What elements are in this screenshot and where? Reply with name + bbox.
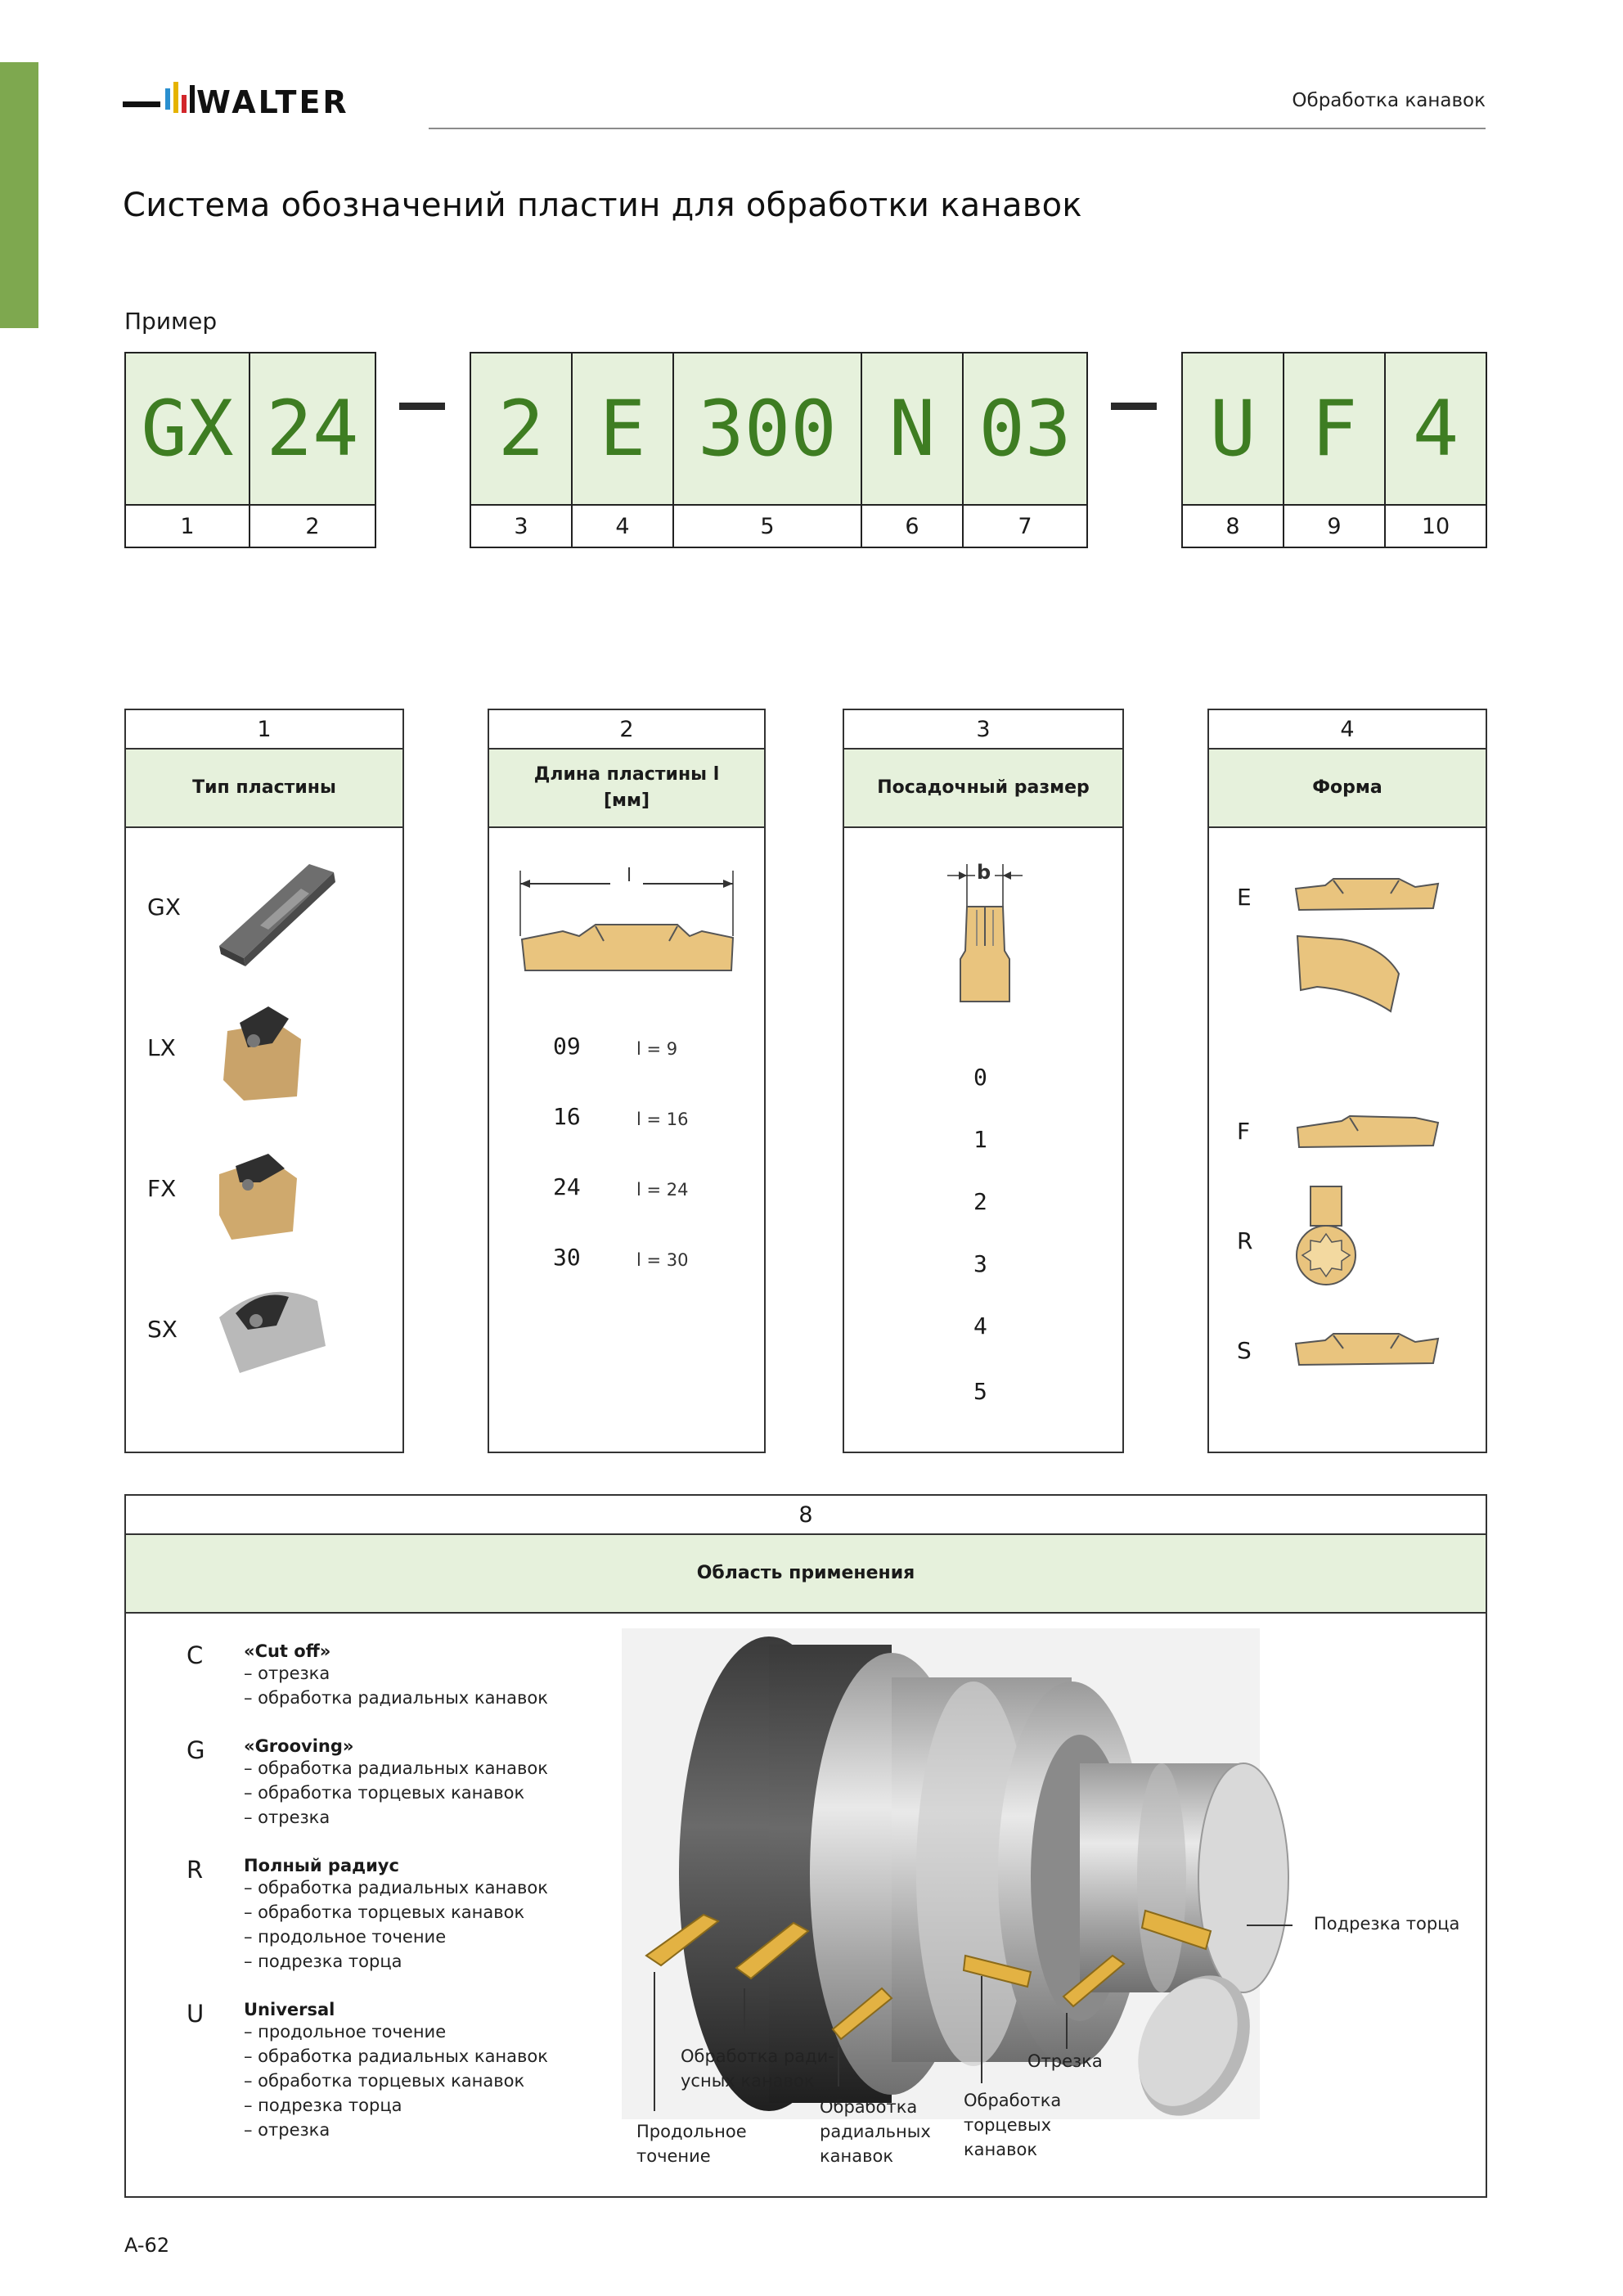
- application-title: Universal: [244, 2000, 335, 2019]
- length-code-09: 09: [553, 1033, 581, 1060]
- caption-cut-off: Отрезка: [1027, 2051, 1103, 2071]
- panel-number: 2: [489, 710, 764, 750]
- caption-line: Обработка ради-: [681, 2046, 834, 2066]
- seat-value-0: 0: [973, 1064, 987, 1091]
- application-line: – подрезка торца: [244, 2096, 402, 2115]
- application-item-g: [244, 1736, 548, 1830]
- example-label: Пример: [124, 308, 218, 335]
- application-line: – обработка радиальных канавок: [244, 2046, 548, 2066]
- panel-heading: Посадочный размер: [844, 750, 1122, 828]
- caption-face-grooving: [964, 2088, 1061, 2162]
- code-box-7: 03: [962, 352, 1088, 506]
- length-dim-label: l: [627, 866, 632, 886]
- seat-value-3: 3: [973, 1250, 987, 1277]
- caption-line: торцевых: [964, 2115, 1052, 2135]
- application-item-c: [244, 1641, 548, 1710]
- caption-face-turning: Подрезка торца: [1314, 1914, 1460, 1934]
- application-line: – обработка торцевых канавок: [244, 2071, 525, 2091]
- shape-code-f: F: [1237, 1118, 1251, 1145]
- code-number-9: 9: [1283, 506, 1386, 548]
- chapter-tab: [0, 62, 38, 328]
- application-line: – отрезка: [244, 1808, 330, 1827]
- application-item-r: [244, 1856, 548, 1974]
- caption-line: Обработка: [964, 2091, 1062, 2110]
- svg-text:WALTER: WALTER: [196, 84, 349, 120]
- length-desc-09: l = 9: [636, 1039, 678, 1059]
- sx-insert-image: [211, 1268, 334, 1375]
- insert-type-gx: GX: [147, 894, 181, 921]
- code-number-5: 5: [672, 506, 862, 548]
- caption-line: канавок: [964, 2140, 1038, 2159]
- code-number-1: 1: [124, 506, 250, 548]
- walter-logo: [123, 64, 401, 133]
- application-line: – подрезка торца: [244, 1952, 402, 1971]
- code-number-4: 4: [571, 506, 674, 548]
- seat-value-4: 4: [973, 1312, 987, 1339]
- code-number-6: 6: [861, 506, 964, 548]
- length-code-24: 24: [553, 1173, 581, 1200]
- panel-heading: Форма: [1209, 750, 1486, 828]
- shape-e-image: [1293, 876, 1441, 925]
- seat-value-2: 2: [973, 1188, 987, 1215]
- code-box-4: E: [571, 352, 674, 506]
- application-letter-g: G: [187, 1736, 205, 1764]
- code-dash: [399, 403, 445, 410]
- length-desc-30: l = 30: [636, 1250, 689, 1270]
- code-number-2: 2: [249, 506, 376, 548]
- header-divider: [429, 128, 1486, 129]
- fx-insert-image: [211, 1137, 309, 1244]
- caption-line: канавок: [820, 2146, 894, 2166]
- panel-number: 3: [844, 710, 1122, 750]
- insert-type-fx: FX: [147, 1175, 177, 1202]
- caption-longitudinal-turning: [636, 2119, 747, 2168]
- caption-radial-grooving: [820, 2095, 931, 2168]
- application-title: «Cut off»: [244, 1641, 331, 1661]
- application-line: – отрезка: [244, 1663, 330, 1683]
- length-desc-24: l = 24: [636, 1180, 689, 1200]
- shape-s-image: [1293, 1330, 1441, 1371]
- code-box-10: 4: [1384, 352, 1487, 506]
- length-desc-16: l = 16: [636, 1110, 689, 1129]
- code-number-3: 3: [470, 506, 573, 548]
- length-code-30: 30: [553, 1244, 581, 1271]
- application-letter-u: U: [187, 2000, 205, 2028]
- application-title: «Grooving»: [244, 1736, 354, 1756]
- caption-radius-grooving: [681, 2044, 834, 2093]
- application-item-u: [244, 2000, 548, 2142]
- application-line: – обработка радиальных канавок: [244, 1688, 548, 1708]
- lx-insert-image: [211, 998, 309, 1105]
- code-number-10: 10: [1384, 506, 1487, 548]
- application-line: – обработка торцевых канавок: [244, 1902, 525, 1922]
- application-line: – продольное точение: [244, 2022, 447, 2042]
- code-box-5: 300: [672, 352, 862, 506]
- application-line: – обработка радиальных канавок: [244, 1758, 548, 1778]
- seat-dim-label: b: [977, 861, 991, 884]
- panel-heading: Область применения: [126, 1535, 1486, 1614]
- panel-heading: Тип пластины: [126, 750, 402, 828]
- shape-r-image: [1289, 1183, 1363, 1290]
- panel-number: 4: [1209, 710, 1486, 750]
- caption-line: усных канавок: [681, 2071, 815, 2091]
- page-number: A-62: [124, 2234, 170, 2257]
- seat-value-1: 1: [973, 1126, 987, 1153]
- shape-code-r: R: [1237, 1227, 1253, 1254]
- panel-number: 8: [126, 1496, 1486, 1535]
- gx-insert-image: [211, 848, 342, 970]
- code-box-1: GX: [124, 352, 250, 506]
- insert-type-lx: LX: [147, 1034, 176, 1061]
- code-dash: [1111, 403, 1157, 410]
- code-box-9: F: [1283, 352, 1386, 506]
- application-line: – отрезка: [244, 2120, 330, 2140]
- section-title: Обработка канавок: [1292, 90, 1486, 111]
- insert-type-sx: SX: [147, 1316, 178, 1343]
- code-number-8: 8: [1181, 506, 1284, 548]
- shape-code-e: E: [1237, 884, 1252, 911]
- code-number-7: 7: [962, 506, 1088, 548]
- application-line: – обработка радиальных канавок: [244, 1878, 548, 1898]
- code-box-8: U: [1181, 352, 1284, 506]
- page-title: Система обозначений пластин для обработки канавок: [123, 187, 1082, 224]
- code-box-6: N: [861, 352, 964, 506]
- panel-heading-line1: Длина пластины l: [533, 764, 720, 786]
- application-line: – обработка торцевых канавок: [244, 1783, 525, 1803]
- shape-f-image: [1293, 1113, 1441, 1154]
- application-title: Полный радиус: [244, 1856, 399, 1875]
- caption-line: точение: [636, 2146, 711, 2166]
- caption-line: Продольное: [636, 2122, 747, 2141]
- shape-e-detail-image: [1293, 933, 1404, 1015]
- caption-line: Обработка: [820, 2097, 918, 2117]
- application-letter-c: C: [187, 1641, 204, 1669]
- seat-value-5: 5: [973, 1378, 987, 1405]
- application-line: – продольное точение: [244, 1927, 447, 1947]
- caption-line: радиальных: [820, 2122, 931, 2141]
- length-code-16: 16: [553, 1103, 581, 1130]
- panel-heading: [489, 750, 764, 828]
- code-box-2: 24: [249, 352, 376, 506]
- shape-code-s: S: [1237, 1337, 1252, 1364]
- panel-heading-line2: [мм]: [603, 790, 650, 811]
- application-letter-r: R: [187, 1856, 204, 1884]
- code-box-3: 2: [470, 352, 573, 506]
- panel-insert-length: [488, 709, 766, 1453]
- panel-number: 1: [126, 710, 402, 750]
